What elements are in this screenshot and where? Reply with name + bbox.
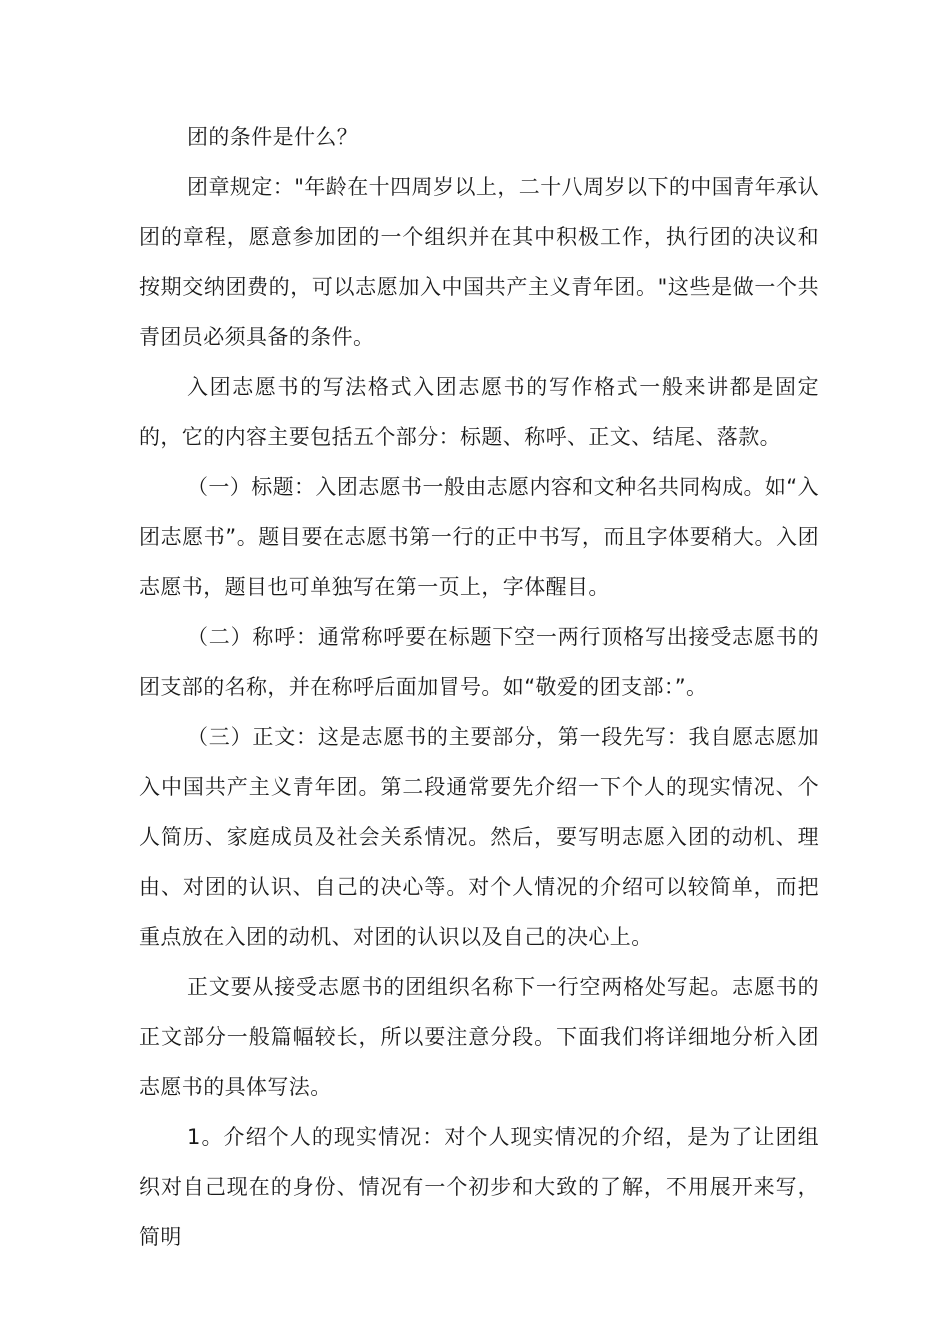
paragraph: 入团志愿书的写法格式入团志愿书的写作格式一般来讲都是固定的，它的内容主要包括五个部分：标题、称呼、正文、结尾、落款。 bbox=[139, 375, 819, 449]
document-body bbox=[139, 112, 819, 1262]
paragraph: （二）称呼：通常称呼要在标题下空一两行顶格写出接受志愿书的团支部的名称，并在称呼后面加冒号。如“敬爱的团支部：”。 bbox=[139, 625, 819, 699]
paragraph: （三）正文：这是志愿书的主要部分，第一段先写：我自愿志愿加入中国共产主义青年团。第二段通常要先介绍一下个人的现实情况、个人简历、家庭成员及社会关系情况。然后，要写明志愿入团的动机、理由、对团的认识、自己的决心等。对个人情况的介绍可以较简单，而把重点放在入团的动机、对团的认识以及自己的决心上。 bbox=[139, 725, 819, 949]
paragraph: 团的条件是什么？ bbox=[187, 125, 359, 149]
paragraph: 1。介绍个人的现实情况：对个人现实情况的介绍，是为了让团组织对自己现在的身份、情况有一个初步和大致的了解，不用展开来写，简明 bbox=[139, 1125, 819, 1249]
paragraph: 正文要从接受志愿书的团组织名称下一行空两格处写起。志愿书的正文部分一般篇幅较长，所以要注意分段。下面我们将详细地分析入团志愿书的具体写法。 bbox=[139, 975, 819, 1099]
paragraph: （一）标题：入团志愿书一般由志愿内容和文种名共同构成。如“入团志愿书”。题目要在志愿书第一行的正中书写，而且字体要稍大。入团志愿书，题目也可单独写在第一页上，字体醒目。 bbox=[139, 475, 819, 599]
paragraph: 团章规定："年龄在十四周岁以上，二十八周岁以下的中国青年承认团的章程，愿意参加团的一个组织并在其中积极工作，执行团的决议和按期交纳团费的，可以志愿加入中国共产主义青年团。"这些是做一个共青团员必须具备的条件。 bbox=[139, 175, 819, 349]
